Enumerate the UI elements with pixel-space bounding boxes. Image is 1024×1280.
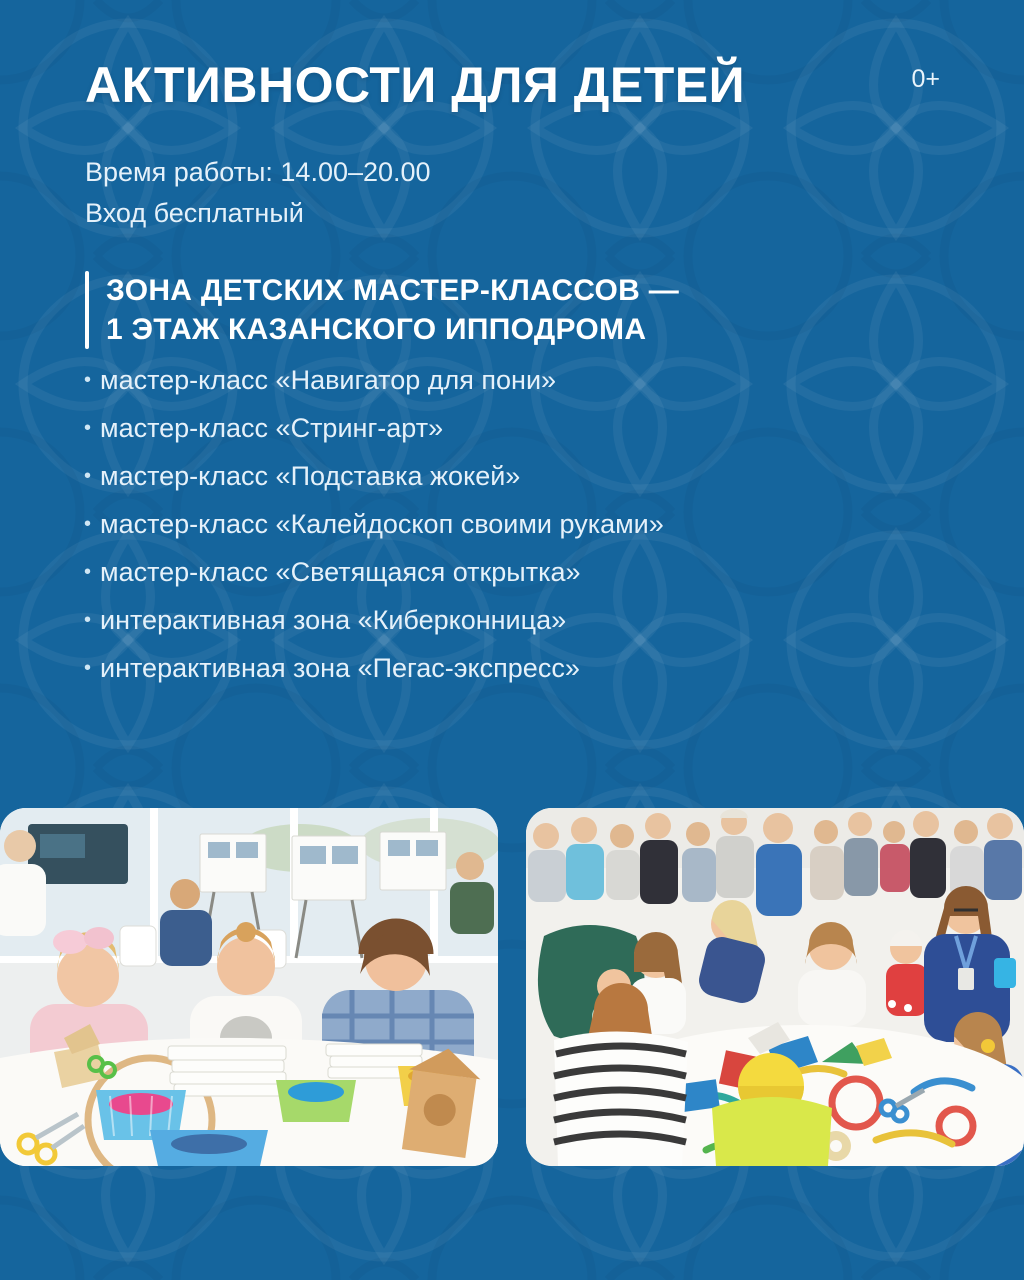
list-item <box>84 356 984 404</box>
section-title <box>106 271 679 349</box>
list-item-label: мастер-класс «Светящаяся открытка» <box>100 556 581 587</box>
section-title-line1: ЗОНА ДЕТСКИХ МАСТЕР-КЛАССОВ — <box>106 274 680 307</box>
section-header <box>85 271 679 349</box>
list-item <box>84 500 984 548</box>
bullet-icon: • <box>84 416 92 439</box>
schedule-block <box>85 152 431 234</box>
list-item <box>84 596 984 644</box>
section-accent-bar <box>85 271 89 349</box>
bullet-icon: • <box>84 656 92 679</box>
photos-row <box>0 808 1024 1166</box>
list-item <box>84 452 984 500</box>
photo-interactive-zone <box>526 808 1024 1166</box>
list-item-label: интерактивная зона «Пегас-экспресс» <box>100 652 580 683</box>
list-item-label: мастер-класс «Навигатор для пони» <box>100 364 557 395</box>
bullet-icon: • <box>84 560 92 583</box>
working-hours-text: Время работы: 14.00–20.00 <box>85 157 431 187</box>
list-item-label: интерактивная зона «Киберконница» <box>100 604 567 635</box>
list-item-label: мастер-класс «Стринг-арт» <box>100 412 444 443</box>
activities-list <box>84 356 984 692</box>
photo-craft-table <box>0 808 498 1166</box>
bullet-icon: • <box>84 608 92 631</box>
bullet-icon: • <box>84 368 92 391</box>
free-entry-text: Вход бесплатный <box>85 198 304 228</box>
list-item <box>84 404 984 452</box>
list-item <box>84 644 984 692</box>
header <box>85 57 940 113</box>
age-rating-badge: 0+ <box>911 65 940 93</box>
bullet-icon: • <box>84 464 92 487</box>
list-item-label: мастер-класс «Подставка жокей» <box>100 460 521 491</box>
list-item-label: мастер-класс «Калейдоскоп своими руками» <box>100 508 664 539</box>
list-item <box>84 548 984 596</box>
page-title: АКТИВНОСТИ ДЛЯ ДЕТЕЙ <box>85 57 746 113</box>
section-title-line2: 1 ЭТАЖ КАЗАНСКОГО ИППОДРОМА <box>106 313 647 346</box>
bullet-icon: • <box>84 512 92 535</box>
